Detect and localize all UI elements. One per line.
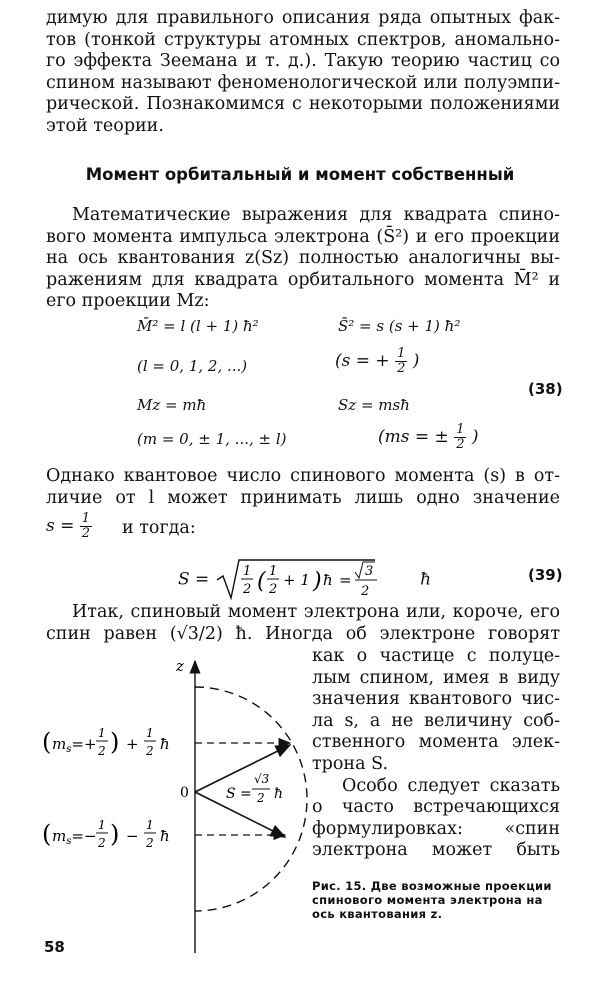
page-number: 58 (44, 938, 65, 956)
formula-m-squared: M̄² = l (l + 1) ħ² (137, 317, 259, 335)
svg-text:1: 1 (98, 726, 106, 740)
formula-mz: Mz = mħ (137, 396, 207, 414)
text-line: ственного момента элек- (312, 732, 560, 753)
svg-text:2: 2 (146, 836, 154, 850)
text-line: вого момента импульса электрона (S̄²) и его проекции (46, 226, 560, 247)
spin-projection-figure (40, 655, 310, 955)
svg-text:(: ( (256, 569, 266, 594)
text-line: на ось квантования z(Sz) полностью аналогичны вы- (46, 248, 560, 269)
formula-ms-value: (ms = ± $\frac{1}{2}$ ) (378, 422, 479, 452)
text-line: как о частице с полуце- (312, 646, 560, 666)
s-equals-half: s = $\frac{1}{2}$ (46, 511, 91, 541)
formula-39: S = 1 2 ( 1 2 + 1 ) ħ = 3 2 ħ (178, 558, 431, 602)
text-line: Итак, спиновый момент электрона или, короче, его (72, 602, 560, 622)
formula-m-values: (m = 0, ± 1, ..., ± l) (137, 430, 287, 448)
text-line: Однако квантовое число спинового момента (s) в от- (46, 466, 560, 486)
text-line: лым спином, имея в виду (312, 667, 560, 688)
text-line: спином называют феноменологической или полуэмпи- (46, 72, 560, 93)
formula-s-squared: S̄² = s (s + 1) ħ² (338, 317, 461, 335)
text-line: этой теории. (46, 115, 164, 136)
paragraph-2 (46, 205, 560, 313)
paragraph-4 (46, 602, 560, 645)
vector-label (226, 772, 283, 805)
intro-paragraph (46, 8, 560, 138)
svg-text:−: − (126, 827, 139, 845)
svg-text:(: ( (42, 820, 52, 848)
svg-text:): ) (312, 569, 322, 594)
sqrt-expression (215, 558, 415, 602)
text-line: ражениям для квадрата орбитального момента M̄² и (46, 269, 560, 290)
spin-vector-up (195, 745, 290, 792)
svg-text:1: 1 (146, 818, 154, 832)
svg-text:2: 2 (242, 582, 251, 597)
text-line: Математические выражения для квадрата спино- (72, 205, 560, 225)
text-line: электрона может быть (312, 840, 560, 861)
section-heading: Момент орбитальный и момент собственный (85, 165, 515, 184)
text-line: рической. Познакомимся с некоторыми положениями (46, 94, 560, 115)
text-line: спин равен (√3/2) ħ. Иногда об электроне говорят (46, 623, 560, 644)
text-line: личие от l может принимать лишь одно значение (46, 487, 560, 508)
svg-text:ħ: ħ (322, 571, 333, 589)
svg-text:2: 2 (257, 791, 265, 805)
text-line: значения квантового чис- (312, 689, 560, 710)
svg-text:2: 2 (268, 582, 277, 597)
formula-s-value: (s = + $\frac{1}{2}$ ) (335, 346, 420, 376)
paragraph-3 (46, 466, 560, 509)
svg-text:1: 1 (242, 564, 251, 579)
origin-label: 0 (180, 785, 189, 801)
svg-text:ħ: ħ (160, 735, 170, 753)
svg-text:2: 2 (98, 744, 106, 758)
text-line: димую для правильного описания ряда опытных фак- (46, 8, 560, 28)
svg-text:ħ: ħ (160, 827, 170, 845)
svg-text:2: 2 (360, 584, 369, 599)
equation-number-39: (39) (528, 566, 563, 584)
svg-text:+: + (126, 735, 139, 753)
text-line: о часто встречающихся (312, 797, 560, 818)
formula-sz: Sz = msħ (338, 396, 410, 414)
lower-projection-label (42, 818, 170, 850)
svg-text:1: 1 (146, 726, 154, 740)
svg-text:): ) (110, 728, 120, 756)
figure-caption: Рис. 15. Две возможные проекции спинового момента электрона на ось квантования z. (312, 879, 552, 921)
text-line: формулировках: «спин (312, 818, 560, 839)
svg-text:=: = (338, 571, 352, 589)
text-line: трона S. (312, 753, 389, 774)
svg-text:√3: √3 (254, 772, 270, 786)
svg-text:3: 3 (364, 564, 373, 579)
svg-text:S =: S = (226, 786, 252, 802)
equation-number-38: (38) (528, 380, 563, 398)
side-text (312, 646, 560, 862)
upper-projection-label (42, 726, 170, 758)
svg-text:): ) (110, 820, 120, 848)
svg-text:2: 2 (146, 744, 154, 758)
and-then-text: и тогда: (122, 518, 196, 538)
text-line: ла s, а не величину соб- (312, 710, 560, 731)
svg-text:ħ: ħ (274, 786, 284, 802)
svg-text:1: 1 (98, 818, 106, 832)
formula-l-values: (l = 0, 1, 2, ...) (137, 357, 248, 375)
svg-text:2: 2 (98, 836, 106, 850)
svg-text:ms=−: $m_s=-$ (52, 827, 97, 847)
svg-text:1: 1 (268, 564, 277, 579)
z-axis-label: z (176, 657, 184, 675)
text-line: его проекции Mz: (46, 291, 210, 312)
text-line: Особо следует сказать (342, 775, 560, 796)
text-line: го эффекта Зеемана и т. д.). Такую теорию частиц со (46, 51, 560, 72)
svg-text:ms=+: $m_s=+$ (52, 735, 97, 755)
text-line: тов (тонкой структуры атомных спектров, аномально- (46, 29, 560, 50)
svg-text:(: ( (42, 728, 52, 756)
svg-text:+ 1: + 1 (282, 571, 310, 589)
